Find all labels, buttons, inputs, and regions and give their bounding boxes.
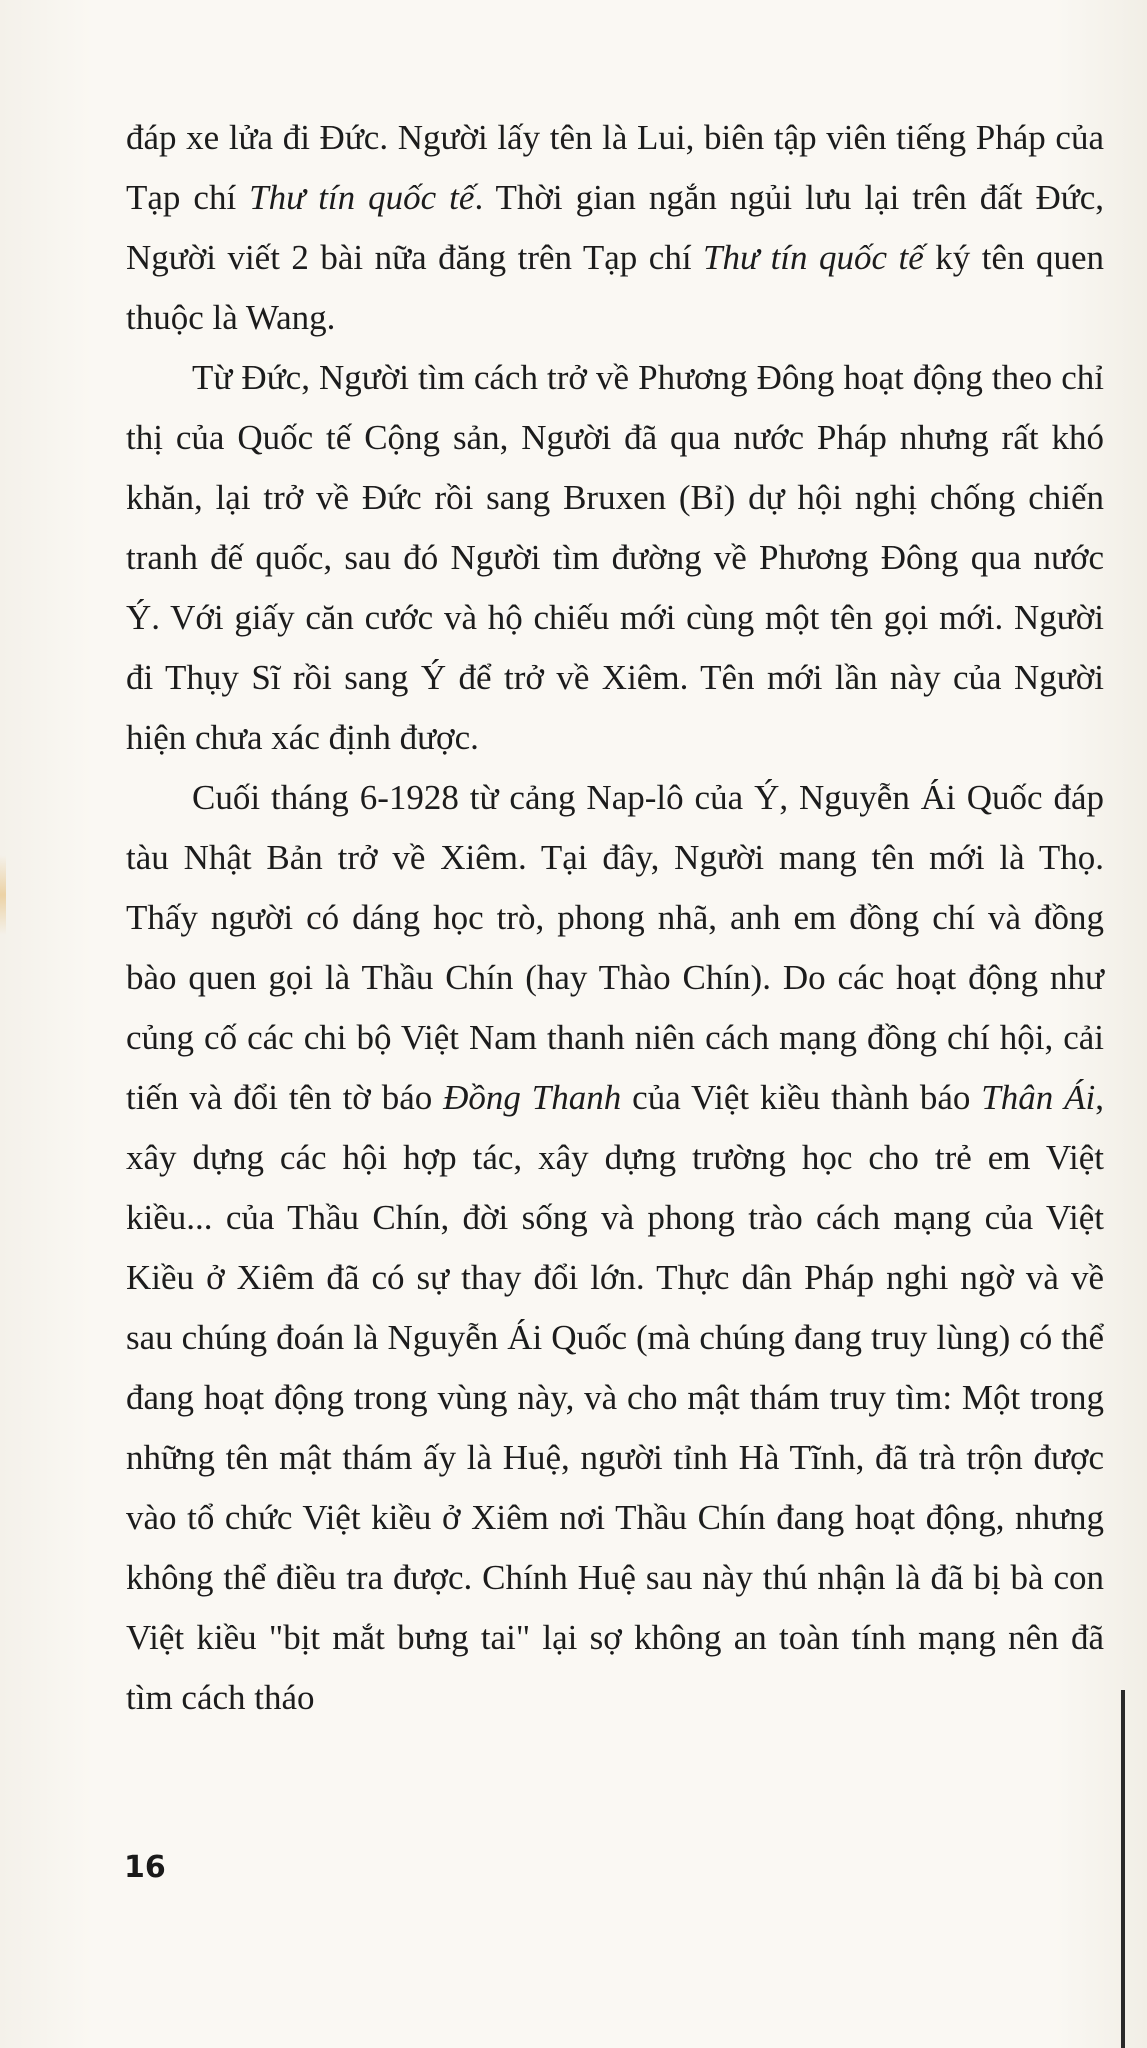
- italic-title: Thư tín quốc tế: [249, 178, 475, 217]
- text-segment: . Thời gian ngắn ngủi lưu lại trên đất Đức, Người viết 2 bài nữa đăng trên Tạp chí: [126, 178, 1104, 277]
- page-stain: [0, 855, 6, 935]
- text-segment: Từ Đức, Người tìm cách trở về Phương Đông hoạt động theo chỉ thị của Quốc tế Cộng sản, Người đã qua nước Pháp nhưng rất khó khăn, lại trở về Đức rồi sang Bruxen (Bỉ) dự hội nghị chống chiến tranh đế quốc, sau đó Người tìm đường về Phương Đông qua nước Ý. Với giấy căn cước và hộ chiếu mới cùng một tên gọi mới. Người đi Thụy Sĩ rồi sang Ý để trở về Xiêm. Tên mới lần này của Người hiện chưa xác định được.: [126, 358, 1104, 757]
- italic-title: Thư tín quốc tế: [703, 238, 924, 277]
- page-number: 16: [124, 1850, 166, 1885]
- italic-title: Đồng Thanh: [443, 1078, 622, 1117]
- paragraph-2: [126, 348, 1104, 768]
- page-edge-shadow: [1121, 1690, 1125, 2048]
- paragraph-3: [126, 768, 1104, 1728]
- italic-title: Thân Ái: [981, 1078, 1096, 1117]
- paragraph-1: [126, 108, 1104, 348]
- text-segment: Cuối tháng 6-1928 từ cảng Nap-lô của Ý, Nguyễn Ái Quốc đáp tàu Nhật Bản trở về Xiêm. Tại đây, Người mang tên mới là Thọ. Thấy người có dáng học trò, phong nhã, anh em đồng chí và đồng bào quen gọi là Thầu Chín (hay Thào Chín). Do các hoạt động như củng cố các chi bộ Việt Nam thanh niên cách mạng đồng chí hội, cải tiến và đổi tên tờ báo: [126, 778, 1104, 1117]
- text-segment: ký tên quen thuộc là Wang.: [126, 238, 1104, 337]
- text-segment: đáp xe lửa đi Đức. Người lấy tên là Lui, biên tập viên tiếng Pháp của Tạp chí: [126, 118, 1104, 217]
- body-text: [126, 108, 1104, 1728]
- text-segment: của Việt kiều thành báo: [621, 1078, 982, 1117]
- text-segment: , xây dựng các hội hợp tác, xây dựng trường học cho trẻ em Việt kiều... của Thầu Chín, đời sống và phong trào cách mạng của Việt Kiều ở Xiêm đã có sự thay đổi lớn. Thực dân Pháp nghi ngờ và về sau chúng đoán là Nguyễn Ái Quốc (mà chúng đang truy lùng) có thể đang hoạt động trong vùng này, và cho mật thám truy tìm: Một trong những tên mật thám ấy là Huệ, người tỉnh Hà Tĩnh, đã trà trộn được vào tổ chức Việt kiều ở Xiêm nơi Thầu Chín đang hoạt động, nhưng không thể điều tra được. Chính Huệ sau này thú nhận là đã bị bà con Việt kiều "bịt mắt bưng tai" lại sợ không an toàn tính mạng nên đã tìm cách tháo: [126, 1078, 1104, 1717]
